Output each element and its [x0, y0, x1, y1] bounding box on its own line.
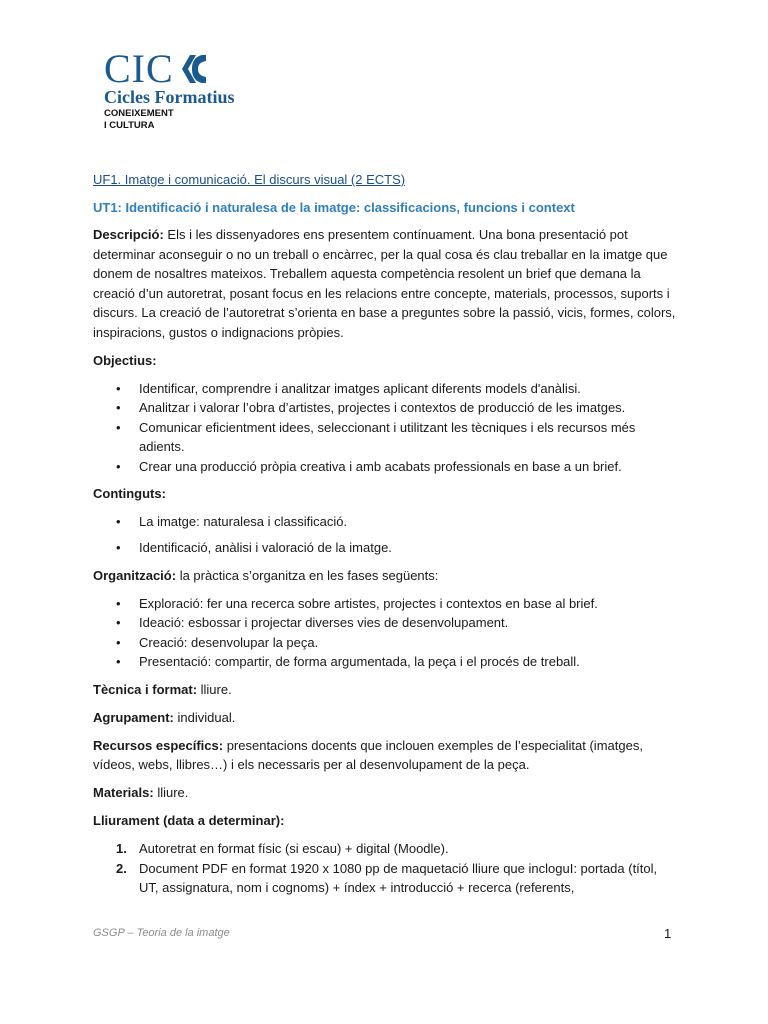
list-item: • La imatge: naturalesa i classificació.: [93, 512, 678, 532]
tecnica-label: Tècnica i format:: [93, 681, 198, 697]
materials-label: Materials:: [93, 785, 154, 800]
descripcio-label: Descripció:: [93, 227, 164, 242]
ut-heading: UT1: Identificació i naturalesa de la imatge: classificacions, funcions i context: [93, 199, 575, 215]
organitzacio-list: [93, 594, 678, 672]
list-item: • Comunicar eficientment idees, seleccionant i utilitzant les tècniques i els recursos més adients.: [93, 418, 678, 457]
continguts-label: Continguts:: [93, 486, 166, 501]
list-item: • Identificació, anàlisi i valoració de la imatge.: [93, 538, 678, 558]
objectius-heading: [93, 351, 678, 371]
materials-paragraph: [93, 783, 678, 803]
agrupament-text: individual.: [173, 709, 236, 725]
list-item: • Exploració: fer una recerca sobre artistes, projectes i contextos en base al brief.: [93, 594, 678, 614]
list-item: • Ideació: esbossar i projectar diverses vies de desenvolupament.: [93, 613, 678, 633]
descripcio-text: Els i les dissenyadores ens presentem contínuament. Una bona presentació pot determinar aconseguir o no un treball o encàrrec, per la qual cosa és clau treballar en la imatge que donem de nosaltres mateixos. Treballem aquesta competència resolent un brief que demana la creació d’un autoretrat, posant focus en les relacions entre concepte, materials, processos, suports i discurs. La creació de l’autoretrat s’orienta en base a preguntes sobre la passió, vicis, formes, colors, inspiracions, gustos o indignacions pròpies.: [93, 227, 676, 340]
objectius-label: Objectius:: [93, 352, 157, 368]
page-number: 1: [664, 926, 672, 941]
organitzacio-label: Organització:: [93, 567, 177, 583]
materials-text: lliure.: [153, 785, 189, 800]
recursos-label: Recursos específics:: [93, 737, 224, 753]
recursos-paragraph: [93, 736, 678, 775]
list-item-text: Document PDF en format 1920 x 1080 pp de maquetació lliure que incloguI: portada (títol, UT, assignatura, nom i cognoms) + índex + introducció + recerca (referents,: [139, 860, 658, 895]
lliurament-label: Lliurament (data a determinar):: [93, 813, 285, 828]
objectius-list: [93, 379, 678, 477]
continguts-list: [93, 512, 678, 558]
list-item: [93, 839, 678, 859]
continguts-heading: [93, 484, 678, 504]
list-item: • Analitzar i valorar l’obra d’artistes, projectes i contextos de producció de les imatges.: [93, 398, 678, 418]
list-number: 1.: [116, 841, 127, 856]
footer-course: GSGP – Teoria de la imatge: [93, 927, 230, 939]
lliurament-heading: [93, 811, 678, 831]
list-item-text: Autoretrat en format físic (si escau) + digital (Moodle).: [139, 841, 449, 856]
logo-name: Cicles Formatius: [104, 87, 235, 107]
agrupament-label: Agrupament:: [93, 709, 174, 725]
tecnica-paragraph: [93, 680, 678, 700]
document-body: [93, 170, 678, 898]
logo-subtitle-1: CONEIXEMENT: [104, 108, 174, 119]
tecnica-text: lliure.: [197, 681, 232, 697]
logo-brand-text: CIC: [104, 46, 174, 91]
list-item: • Crear una producció pròpia creativa i amb acabats professionals en base a un brief.: [93, 457, 678, 477]
logo-subtitle-2: I CULTURA: [104, 120, 155, 131]
cic-logo: [104, 46, 274, 131]
recursos-text: presentacions docents que inclouen exemples de l’especialitat (imatges, vídeos, webs, llibres…) i els necessaris per al desenvolupament de la peça.: [93, 737, 643, 772]
organitzacio-text: la pràctica s’organitza en les fases següents:: [176, 567, 439, 583]
descripcio-paragraph: [93, 225, 678, 342]
list-item: • Presentació: compartir, de forma argumentada, la peça i el procés de treball.: [93, 652, 678, 672]
list-item: • Creació: desenvolupar la peça.: [93, 633, 678, 653]
organitzacio-paragraph: [93, 566, 678, 586]
list-item: • Identificar, comprendre i analitzar imatges aplicant diferents models d'anàlisi.: [93, 379, 678, 399]
list-number: 2.: [116, 860, 127, 876]
agrupament-paragraph: [93, 708, 678, 728]
logo-mark-icon: [176, 53, 208, 85]
uf-title-link[interactable]: UF1. Imatge i comunicació. El discurs visual (2 ECTS): [93, 172, 406, 187]
lliurament-list: [93, 839, 678, 898]
list-item: [93, 859, 678, 898]
